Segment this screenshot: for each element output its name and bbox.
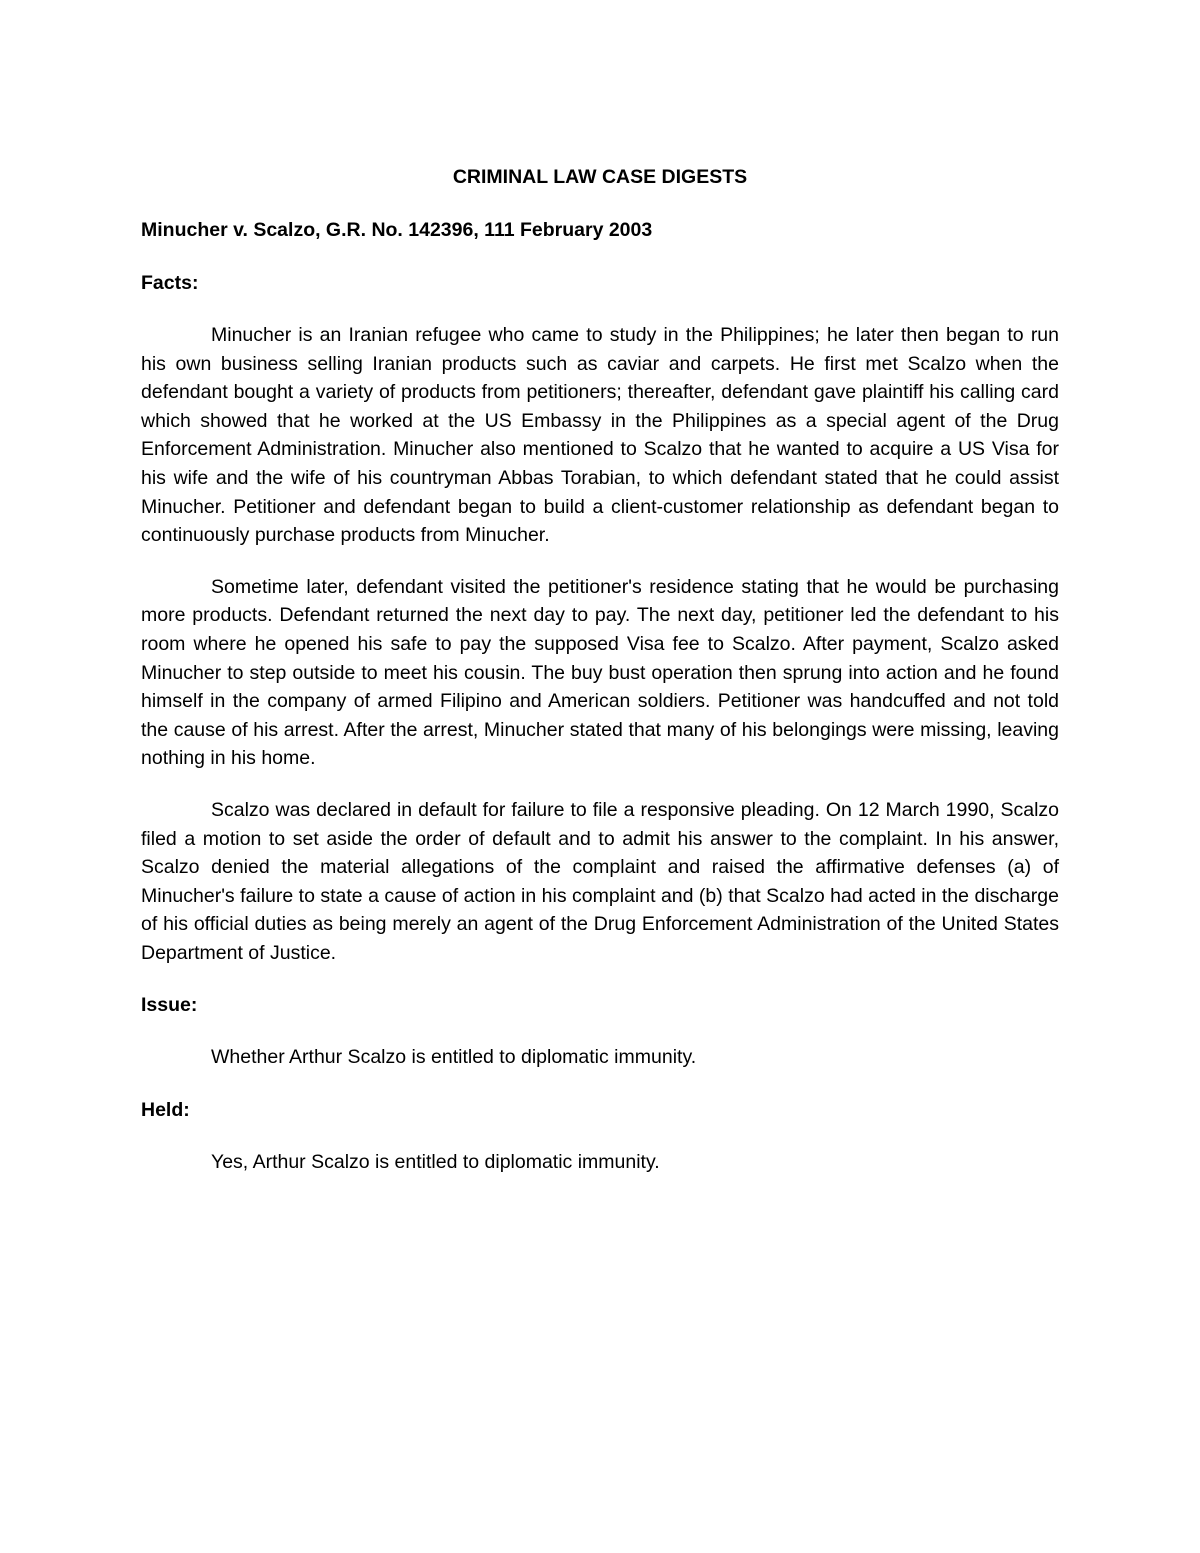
held-text: Yes, Arthur Scalzo is entitled to diplomatic immunity.	[211, 1151, 660, 1174]
case-name: Minucher v. Scalzo, G.R. No. 142396, 111 February 2003	[141, 219, 653, 241]
document-title: CRIMINAL LAW CASE DIGESTS	[452, 166, 748, 188]
facts-paragraph-1: Minucher is an Iranian refugee who came to study in the Philippines; he later then began to run his own business selling Iranian products such as caviar and carpets. He first met Scalzo when the defendant bought a variety of products from petitioners; thereafter, defendant gave plaintiff his calling card which showed that he worked at the US Embassy in the Philippines as a special agent of the Drug Enforcement Administration. Minucher also mentioned to Scalzo that he wanted to acquire a US Visa for his wife and the wife of his countryman Abbas Torabian, to which defendant stated that he could assist Minucher. Petitioner and defendant began to build a client-customer relationship as defendant began to continuously purchase products from Minucher.	[141, 324, 1059, 547]
held-heading: Held:	[141, 1099, 190, 1122]
issue-text: Whether Arthur Scalzo is entitled to diplomatic immunity.	[211, 1046, 697, 1069]
facts-paragraph-2: Sometime later, defendant visited the petitioner's residence stating that he would be purchasing more products. Defendant returned the next day to pay. The next day, petitioner led the defendant to his room where he opened his safe to pay the supposed Visa fee to Scalzo. After payment, Scalzo asked Minucher to step outside to meet his cousin. The buy bust operation then sprung into action and he found himself in the company of armed Filipino and American soldiers. Petitioner was handcuffed and not told the cause of his arrest. After the arrest, Minucher stated that many of his belongings were missing, leaving nothing in his home.	[141, 575, 1059, 770]
document-page	[141, 162, 1059, 1200]
facts-heading: Facts:	[141, 272, 199, 294]
issue-heading: Issue:	[141, 994, 198, 1017]
facts-paragraph-3: Scalzo was declared in default for failure to file a responsive pleading. On 12 March 1990, Scalzo filed a motion to set aside the order of default and to admit his answer to the complaint. In his answer, Scalzo denied the material allegations of the complaint and raised the affirmative defenses (a) of Minucher's failure to state a cause of action in his complaint and (b) that Scalzo had acted in the discharge of his official duties as being merely an agent of the Drug Enforcement Administration of the United States Department of Justice.	[141, 798, 1059, 964]
